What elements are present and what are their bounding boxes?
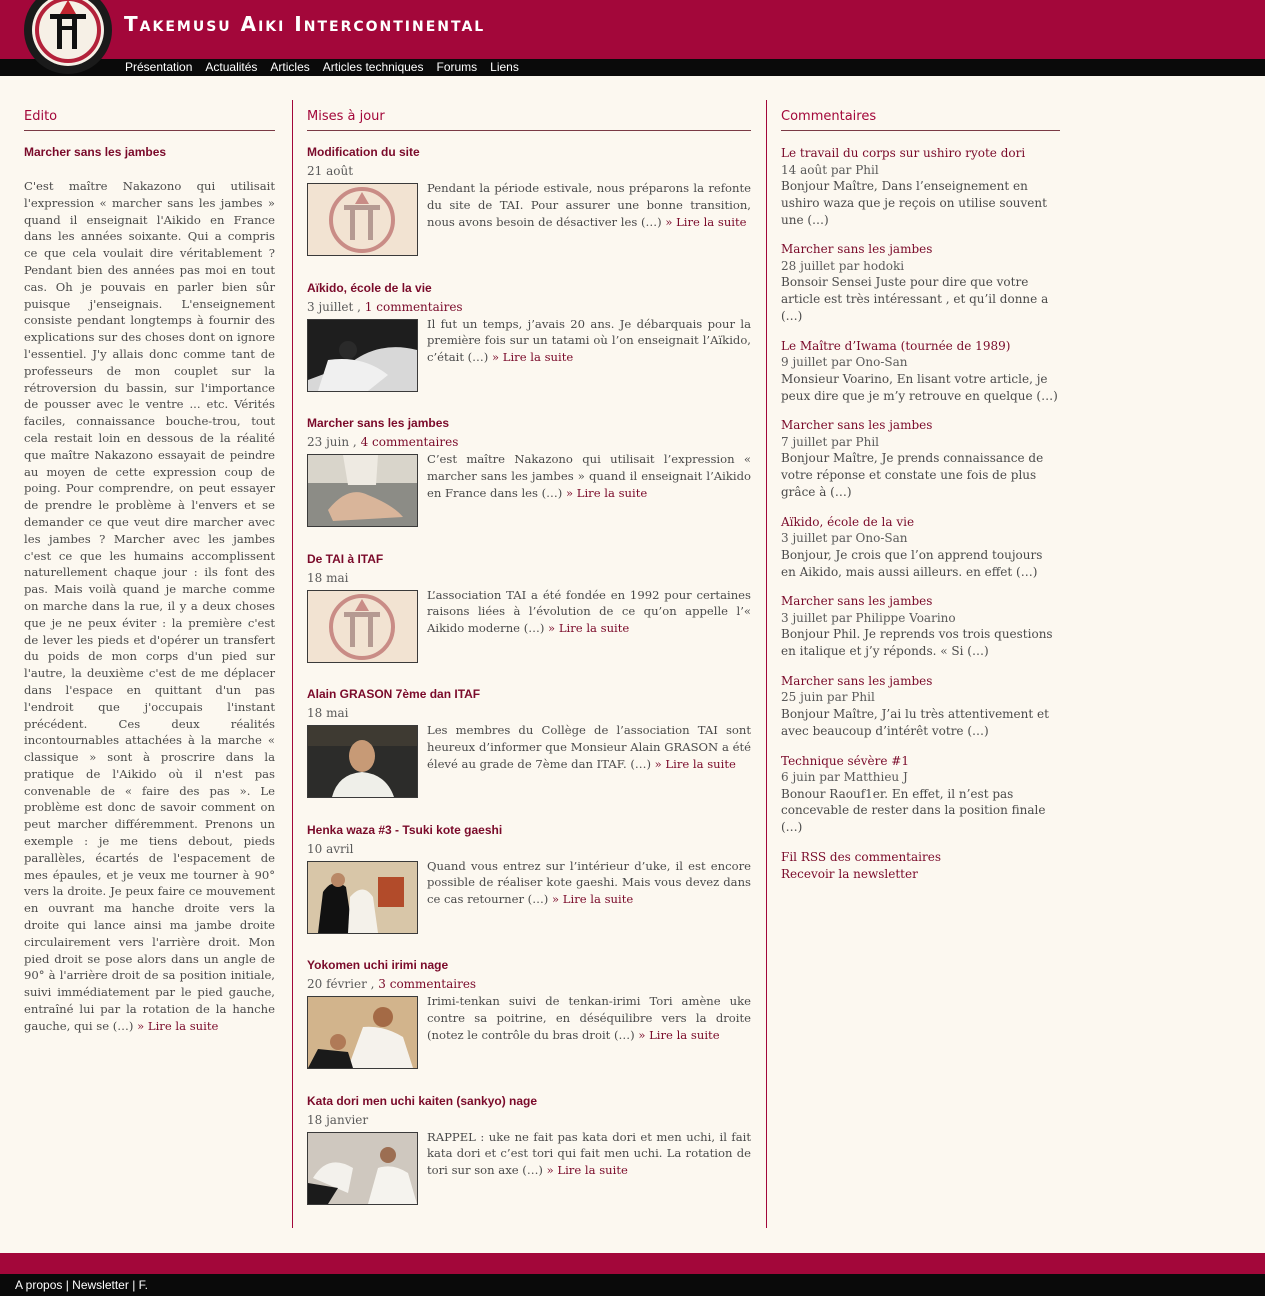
post-item (307, 416, 751, 538)
comment-excerpt: Bonjour Maître, J’ai lu très attentivement et avec beaucoup d’intérêt votre (…) (781, 706, 1049, 738)
post-title[interactable]: Marcher sans les jambes (307, 416, 450, 430)
post-title[interactable]: Modification du site (307, 145, 420, 159)
comment-item (781, 417, 1060, 500)
footer-newsletter-link[interactable]: Newsletter (72, 1278, 129, 1292)
post-date: 20 février (307, 977, 367, 991)
post-read-more-link[interactable]: » Lire la suite (548, 621, 630, 636)
post-meta (307, 1112, 751, 1128)
post-read-more-link[interactable]: » Lire la suite (665, 214, 747, 229)
post-title[interactable]: Aïkido, école de la vie (307, 280, 432, 295)
comment-article-link[interactable]: Le Maître d’Iwama (tournée de 1989) (781, 338, 1011, 353)
post-meta: 3 juillet , 1 commentaires (307, 299, 463, 314)
comment-excerpt: Bonjour Maître, Dans l’enseignement en ushiro waza que je reçois on utilise souvent une (…) (781, 179, 1047, 227)
post-excerpt: C’est maître Nakazono qui utilisait l’expression « marcher sans les jambes » quand il enseignait l’Aikido en France dans les (…) » Lire la suite (427, 452, 751, 500)
post-read-more-link[interactable]: » Lire la suite (638, 1027, 720, 1042)
post-thumbnail[interactable] (307, 183, 418, 256)
post-item (307, 552, 751, 674)
edito-heading: Edito (24, 100, 275, 131)
comment-meta: 6 juin par Matthieu J (781, 770, 908, 785)
post-meta (307, 163, 751, 179)
post-meta (307, 570, 751, 586)
post-item (307, 823, 751, 945)
post-read-more-link[interactable]: » Lire la suite (492, 350, 574, 365)
footer-other-link[interactable]: F. (138, 1278, 148, 1292)
post-title[interactable]: Alain GRASON 7ème dan ITAF (307, 687, 481, 701)
post-excerpt: Pendant la période estivale, nous préparons la refonte du site de TAI. Pour assurer une bonne transition, nous avons besoin de désactiver les (…) » Lire la suite (427, 181, 751, 229)
comment-article-link[interactable]: Marcher sans les jambes (781, 418, 933, 433)
post-item (307, 958, 751, 1080)
comments-heading: Commentaires (781, 100, 1060, 131)
footer-bar (0, 1253, 1265, 1274)
newsletter-link[interactable]: Recevoir la newsletter (781, 866, 918, 881)
post-thumbnail[interactable] (307, 590, 418, 663)
post-thumbnail[interactable] (307, 1132, 418, 1205)
post-thumbnail[interactable] (307, 861, 418, 934)
comment-meta: 3 juillet par Philippe Voarino (781, 610, 956, 625)
edito-read-more-link[interactable]: » Lire la suite (137, 1018, 219, 1033)
comment-excerpt: Bonjour, Je crois que l’on apprend toujours en Aikido, mais aussi ailleurs. en effet (…) (781, 547, 1043, 579)
nav-articles[interactable]: Articles (270, 60, 310, 74)
comment-item (781, 673, 1060, 740)
comments-column (781, 100, 1060, 883)
post-date: 18 janvier (307, 1112, 369, 1127)
comment-excerpt: Bonour Raouf1er. En effet, il n’est pas concevable de rester dans la position finale (…) (781, 786, 1046, 835)
post-read-more-link[interactable]: » Lire la suite (654, 756, 736, 771)
comment-excerpt: Bonsoir Sensei Juste pour dire que votre article est très intéressant , et qu’il donne a (…) (781, 275, 1049, 323)
comment-meta: 28 juillet par hodoki (781, 258, 905, 273)
post-date: 18 mai (307, 706, 349, 720)
post-date: 21 août (307, 164, 354, 178)
footer-about-link[interactable]: A propos (15, 1278, 63, 1292)
post-excerpt: Irimi-tenkan suivi de tenkan-irimi Tori amène uke contre sa poitrine, en déséquilibre vers la droite (notez le contrôle du bras droit (…) » Lire la suite (427, 994, 751, 1042)
comment-meta: 9 juillet par Ono-San (781, 355, 908, 370)
comment-item (781, 514, 1060, 581)
rss-comments-link[interactable]: Fil RSS des commentaires (781, 849, 941, 864)
post-date: 23 juin (307, 435, 350, 449)
updates-column (307, 100, 751, 1215)
post-read-more-link[interactable]: » Lire la suite (566, 485, 648, 500)
post-thumbnail[interactable] (307, 725, 418, 798)
post-date: 10 avril (307, 841, 354, 856)
comment-item (781, 593, 1060, 660)
post-meta: 23 juin , 4 commentaires (307, 435, 459, 449)
main-nav (125, 59, 532, 76)
post-title[interactable]: Kata dori men uchi kaiten (sankyo) nage (307, 1093, 538, 1108)
comment-article-link[interactable]: Le travail du corps sur ushiro ryote dori (781, 146, 1026, 160)
post-list (307, 145, 751, 1215)
post-date: 3 juillet (307, 299, 354, 314)
post-title[interactable]: Henka waza #3 - Tsuki kote gaeshi (307, 822, 503, 837)
post-comments-link[interactable]: 1 commentaires (364, 299, 463, 314)
post-title[interactable]: De TAI à ITAF (307, 551, 384, 566)
nav-articles-techniques[interactable]: Articles techniques (322, 60, 424, 74)
edito-body: C'est maître Nakazono qui utilisait l'expression « marcher sans les jambes » quand il enseignait l'Aikido en France dans les années soixante. Qui a compris ce que cela voulait dire véritablement ? Pendant bien des années pas moi en tout cas. Oh je pouvais en parler bien sûr puisque j'enseignais. L'enseignement consiste pendant longtemps à fournir des explications sur des choses dont on ignore l'essentiel. J'y allais donc comme tant de professeurs de mon couplet sur la rétroversion du bassin, sur l'importance de pousser avec le ventre ... etc. Vérités faciles, connaissance bouche-trou, tout cela restait loin en dessous de la réalité que maître Nakazono essayait de peindre au moyen de cette expression coup de poing. Pour comprendre, on peut essayer de prendre le problème à l'envers et se demander ce que veut dire marcher avec les jambes ? Marcher avec les jambes c'est ce que les humains accomplissent naturellement chaque jour : ils font des pas. Mais voilà quand je marche comme on marche dans la rue, il y a deux choses que je ne peux éviter : la première c'est de lever les pieds et d'opérer un transfert du poids de mon corps d'un pied sur l'autre, la deuxième c'est de me déplacer dans l'espace en quittant d'un pas l'endroit que j'occupais l'instant précédent. Ces deux réalités incontournables attachées à la marche « classique » sont à proscrire dans la pratique de l'Aikido où il n'est pas convenable de « faire des pas ». Le problème est donc de savoir comment on peut marcher différemment. Prenons un exemple : je me tiens debout, pieds parallèles, écartés de l'espacement de mes épaules, et je veux me tourner à 90° vers la droite. Je peux faire ce mouvement en ouvrant ma hanche droite vers la droite qui lance ainsi ma jambe droite circulairement vers l'arrière droit. Mon pied droit se pose alors dans un angle de 90° à l'arrière droit de sa position initiale, suivi immédiatement par le pied gauche, entraîné lui par la rotation de la hanche gauche, qui se (…) » Lire la suite (24, 179, 275, 1033)
comment-list (781, 145, 1060, 836)
post-thumbnail[interactable] (307, 319, 418, 392)
comment-extra-links (781, 849, 1060, 883)
post-meta (307, 841, 751, 857)
edito-title[interactable]: Marcher sans les jambes (24, 145, 167, 159)
nav-forums[interactable]: Forums (436, 60, 478, 74)
post-comments-link[interactable]: 3 commentaires (378, 977, 477, 991)
comment-meta: 25 juin par Phil (781, 690, 875, 705)
post-read-more-link[interactable]: » Lire la suite (552, 892, 634, 907)
post-excerpt: Il fut un temps, j’avais 20 ans. Je débarquais pour la première fois sur un tatami où l’on enseignait l’Aïkido, c’était (…) » Lire la suite (427, 316, 751, 365)
post-comments-link[interactable]: 4 commentaires (360, 435, 459, 449)
post-item (307, 281, 751, 403)
comment-excerpt: Bonjour Maître, Je prends connaissance de votre réponse et constate une fois de plus grâce à (…) (781, 451, 1044, 499)
tai-logo-icon (24, 0, 112, 74)
comment-item (781, 338, 1060, 405)
column-divider (292, 100, 293, 1228)
updates-heading: Mises à jour (307, 100, 751, 131)
nav-presentation[interactable]: Présentation (125, 60, 193, 74)
post-title[interactable]: Yokomen uchi irimi nage (307, 958, 449, 972)
site-title[interactable]: Takemusu Aiki Intercontinental (124, 12, 486, 36)
comment-article-link[interactable]: Marcher sans les jambes (781, 242, 933, 257)
comment-article-link[interactable]: Aïkido, école de la vie (781, 514, 915, 529)
comment-meta: 3 juillet par Ono-San (781, 531, 908, 546)
post-meta (307, 705, 751, 721)
footer: A propos | Newsletter | F. (0, 1274, 1265, 1296)
post-date: 18 mai (307, 570, 349, 585)
nav-liens[interactable]: Liens (490, 60, 519, 74)
post-item (307, 1094, 751, 1216)
comment-item (781, 145, 1060, 228)
nav-actualites[interactable]: Actualités (205, 60, 258, 74)
post-thumbnail[interactable] (307, 996, 418, 1069)
post-excerpt: RAPPEL : uke ne fait pas kata dori et men uchi, il fait kata dori et c’est tori qui fait men uchi. La rotation de tori sur son axe (…) » Lire la suite (427, 1129, 751, 1178)
comment-article-link[interactable]: Technique sévère #1 (781, 753, 909, 768)
comment-excerpt: Monsieur Voarino, En lisant votre article, je peux dire que je m’y retrouve en quelque (…) (781, 371, 1058, 403)
comment-item (781, 241, 1060, 324)
comment-item (781, 753, 1060, 836)
post-excerpt: Quand vous entrez sur l’intérieur d’uke, il est encore possible de réaliser kote gaeshi. Mais vous devez dans ce cas retourner (…) » Lire la suite (427, 858, 751, 907)
comment-excerpt: Bonjour Phil. Je reprends vos trois questions en italique et j’y réponds. « Si (…) (781, 627, 1053, 659)
site-logo[interactable] (24, 0, 112, 74)
post-item (307, 687, 751, 809)
comment-meta: 7 juillet par Phil (781, 434, 880, 449)
comment-meta: 14 août par Phil (781, 162, 879, 177)
post-read-more-link[interactable]: » Lire la suite (546, 1163, 628, 1178)
column-divider (766, 100, 767, 1228)
post-item (307, 145, 751, 267)
post-thumbnail[interactable] (307, 454, 418, 527)
comment-article-link[interactable]: Marcher sans les jambes (781, 594, 933, 609)
post-excerpt: Les membres du Collège de l’association TAI sont heureux d’informer que Monsieur Alain GRASON a été élevé au grade de 7ème dan ITAF. (…) » Lire la suite (427, 723, 751, 771)
comment-article-link[interactable]: Marcher sans les jambes (781, 673, 933, 688)
post-excerpt: L’association TAI a été fondée en 1992 pour certaines raisons liées à l’évolution de ce qu’on appelle l’« Aikido moderne (…) » Lire la suite (427, 587, 751, 636)
edito-column (24, 100, 275, 1035)
post-meta: 20 février , 3 commentaires (307, 977, 477, 991)
